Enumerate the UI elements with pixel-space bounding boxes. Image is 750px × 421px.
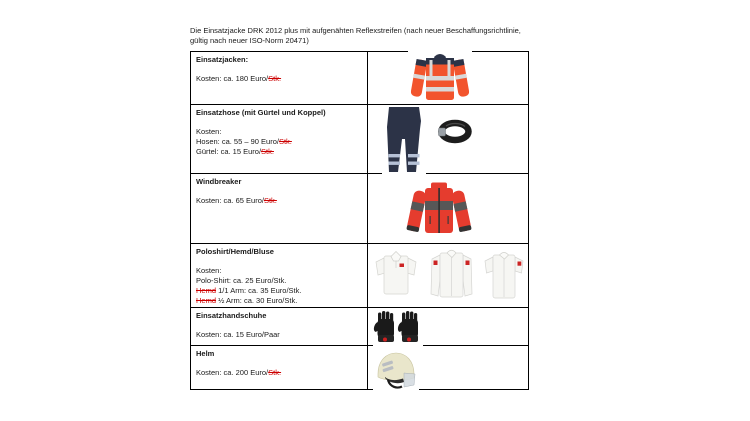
deleted-text: Stk. <box>261 146 274 156</box>
row-title-helm: Helm <box>196 348 215 358</box>
long-sleeve-shirt-photo-icon <box>428 246 475 302</box>
row-title-poloshirt: Poloshirt/Hemd/Bluse <box>196 246 274 256</box>
document-intro-text <box>190 26 585 45</box>
cost-text: Kosten: <box>196 265 222 275</box>
belt-photo-icon <box>437 117 473 145</box>
cost-text: Kosten: <box>196 126 222 136</box>
row-lines <box>196 368 362 378</box>
short-sleeve-shirt-photo-icon <box>483 248 525 301</box>
intro-line-1: Die Einsatzjacke DRK 2012 plus mit aufgenähten Reflexstreifen (nach neuer Beschaffungsrichtlinie, <box>190 26 521 35</box>
cost-text: Kosten: ca. 180 Euro/ <box>196 73 269 83</box>
row-lines <box>196 266 362 306</box>
intro-line-2: gültig nach neuer ISO-Norm 20471) <box>190 35 309 45</box>
row-title-handschuhe: Einsatzhandschuhe <box>196 310 267 320</box>
row-helm-textcell <box>191 346 368 389</box>
polo-shirt-photo-icon <box>373 248 419 300</box>
cost-line <box>196 276 362 286</box>
windbreaker-photo-icon <box>402 179 476 242</box>
cost-line <box>196 266 362 276</box>
row-lines <box>196 127 362 157</box>
row-title-einsatzjacken: Einsatzjacken: <box>196 54 249 64</box>
cost-text: Hosen: ca. 55 – 90 Euro/ <box>196 136 279 146</box>
deleted-text: Stk. <box>268 367 282 377</box>
cost-line <box>196 127 362 137</box>
deleted-text: Hemd <box>196 285 217 295</box>
cost-text: Kosten: ca. 65 Euro/ <box>196 195 264 205</box>
cost-line <box>196 368 362 378</box>
equipment-table <box>190 51 529 390</box>
trousers-photo-icon <box>382 105 426 174</box>
cost-line <box>196 74 362 84</box>
row-lines <box>196 196 362 206</box>
cost-text-after: 1/1 Arm: ca. 35 Euro/Stk. <box>216 285 302 295</box>
row-title-einsatzhose: Einsatzhose (mit Gürtel und Koppel) <box>196 107 326 117</box>
deleted-text: Stk. <box>278 136 292 146</box>
cost-line <box>196 330 362 340</box>
cost-text: Kosten: ca. 15 Euro/Paar <box>196 329 280 339</box>
row-handschuhe-textcell <box>191 308 368 346</box>
cost-text: Polo-Shirt: ca. 25 Euro/Stk. <box>196 275 287 285</box>
row-poloshirt-textcell <box>191 244 368 308</box>
gloves-photo-icon <box>373 310 423 347</box>
cost-line <box>196 296 362 306</box>
cost-line <box>196 137 362 147</box>
cost-text: Gürtel: ca. 15 Euro/ <box>196 146 262 156</box>
cost-text-after: ½ Arm: ca. 30 Euro/Stk. <box>216 295 298 305</box>
row-lines <box>196 74 362 84</box>
cost-line <box>196 286 362 296</box>
cost-line <box>196 196 362 206</box>
deleted-text: Stk. <box>263 195 277 205</box>
deleted-text: Hemd <box>196 295 217 305</box>
cost-text: Kosten: ca. 200 Euro/ <box>196 367 269 377</box>
row-title-windbreaker: Windbreaker <box>196 176 242 186</box>
row-windbreaker-textcell <box>191 174 368 244</box>
row-lines <box>196 330 362 340</box>
hivis-jacket-photo-icon <box>408 50 472 104</box>
helmet-photo-icon <box>373 349 419 390</box>
row-einsatzjacken-textcell <box>191 52 368 105</box>
cost-line <box>196 147 362 157</box>
deleted-text: Stk. <box>268 73 282 83</box>
row-einsatzhose-textcell <box>191 105 368 174</box>
